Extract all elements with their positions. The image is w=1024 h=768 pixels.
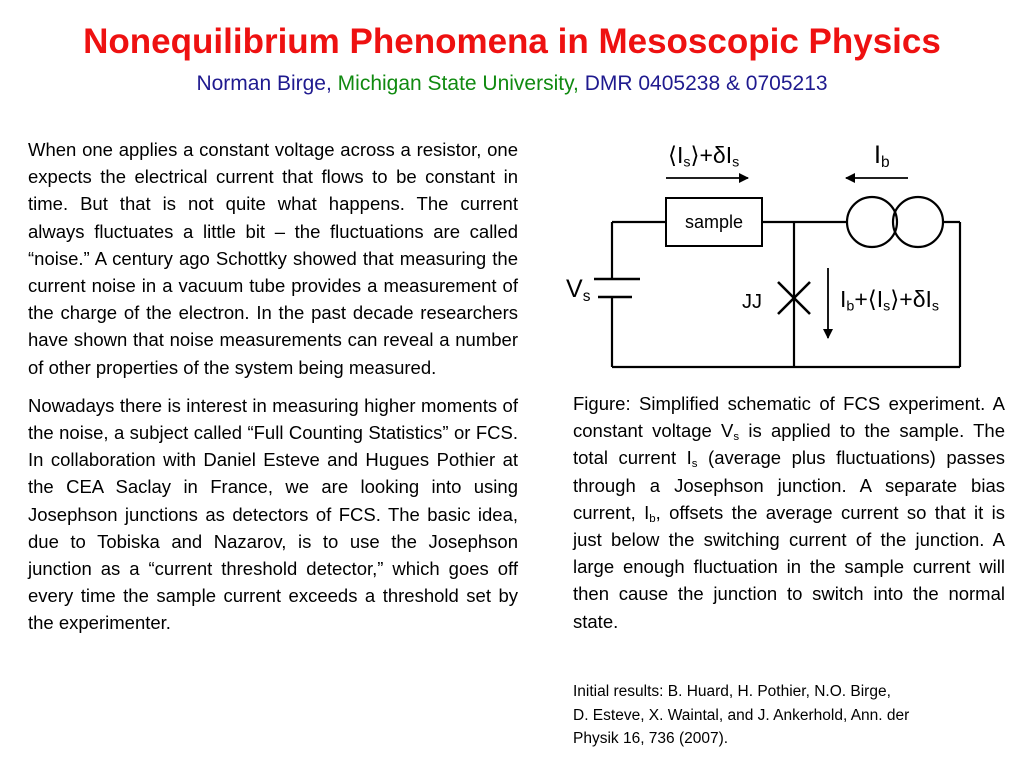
sample-label: sample (684, 212, 744, 232)
reference-citation (573, 680, 1005, 751)
body-paragraph-1: When one applies a constant voltage across a resistor, one expects the electrical current that flows to be constant in time. But that is not quite what happens. The current always fluctuates a little bit – the fluctuations are called “noise.” A century ago Schottky showed that measuring the current noise in a vacuum tube provides a measurement of the charge of the electron. In the past decade researchers have shown that noise measurements can reveal a number of other properties of the system being measured. (28, 139, 518, 378)
reference-line-3: Physik 16, 736 (2007). (573, 730, 729, 747)
label-junction-current: $I_b+⟨I_s⟩+\delta I_s$ (840, 286, 940, 315)
author-name: Norman Birge, (196, 72, 332, 95)
slide-title: Nonequilibrium Phenomena in Mesoscopic Physics (83, 22, 941, 61)
reference-line-2: D. Esteve, X. Waintal, and J. Ankerhold, Ann. der (573, 706, 910, 724)
body-paragraph-2: Nowadays there is interest in measuring higher moments of the noise, a subject called “Full Counting Statistics” or FCS. In collaboration with Daniel Esteve and Hugues Pothier at the CEA Saclay in France, we are looking into using Josephson junctions as detectors of FCS. The basic idea, due to Tobiska and Nazarov, is to use the Josephson junction as a “current threshold detector,” which goes off every time the sample current exceeds a threshold set by the experimenter. (28, 394, 518, 634)
label-bias-current: $I_b$ (874, 141, 890, 171)
reference-line-1: Initial results: B. Huard, H. Pothier, N.O. Birge, (573, 683, 891, 700)
current-source-circle-left (847, 197, 897, 247)
battery-gap (600, 278, 640, 298)
figure-caption: Figure: Simplified schematic of FCS experiment. A constant voltage $V_s$ is applied to the sample. The total current $I_s$ (average plus fluctuations) passes through a Josephson junction. A separate bias current, $I_b$, offsets the average current so that it is just below the switching current of the junction. A large enough fluctuation in the sample current will then cause the junction to switch into the normal state. (573, 393, 1006, 632)
grant-numbers: DMR 0405238 & 0705213 (584, 72, 828, 95)
label-josephson-junction: JJ (742, 291, 762, 313)
label-sample-current: $⟨I_s⟩+\delta I_s$ (668, 142, 740, 171)
institution-name: Michigan State University, (337, 72, 579, 95)
current-source-circle-right (893, 197, 943, 247)
label-voltage-source: $V_s$ (566, 275, 591, 305)
